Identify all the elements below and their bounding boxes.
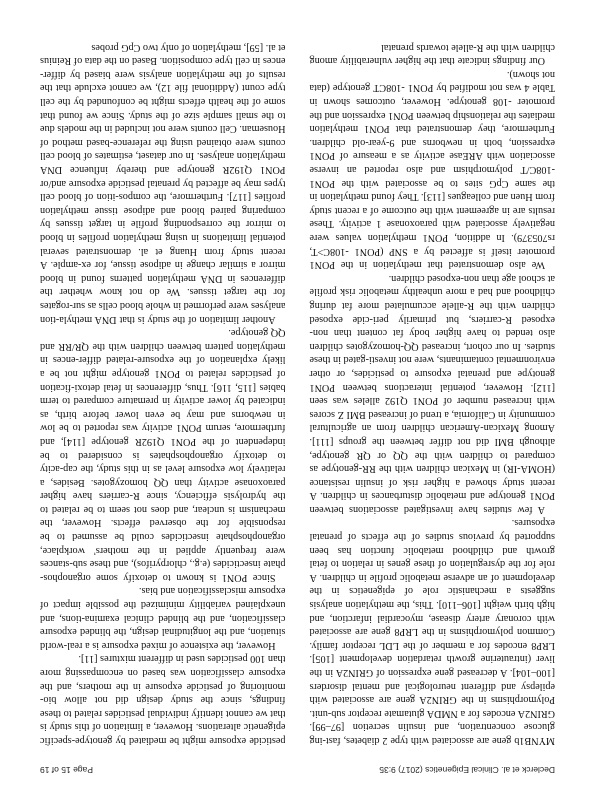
- paragraph: We also demonstrated that methylation in the PON1 promoter itself is affected by a SNP (PON1 -108C>T, rs705379). In addition, PON1 methylation values were negatively associated with paraoxonase 1 activity. These results are in agreement with the outcome of a recent study from Huen and colleagues [113]. They found methylation in the same CpG sites to be associated with the PON1 -108C/T polymorphism and also reported an inverse association with AREase activity as a measure of PON1 expression, both in newborns and 9-year-old children. Furthermore, they demonstrated that PON1 methylation mediates the relationship between PON1 expression and the promoter -108 genotype. However, outcomes shown in Table 4 was not modified by PON1 -108CT genotype (data not shown).: [309, 68, 555, 271]
- paragraph: Since PON1 is known to detoxify some organophos-phate insecticides (e.g., chlorpyrifos), and these sub-stances were frequently applied in the mothers' workplace, organophosphate insecticides could be assumed to be responsible for the observed effects. However, the mechanism is unclear, and does not seem to be related to the hydrolysis efficiency, since R-carriers have higher paraoxonase activity than QQ homozygotes. Besides, a relatively low exposure level as in this study, the cap-acity to detoxify organophosphates is considered to be independent of the PON1 Q192R genotype [114], and furthermore, serum PON1 activity was reported to be low in newborns and may be even lower before birth, as indicated by lower activity in premature compared to term babies [115, 116]. Thus, differences in fetal detoxi-fication of pesticides related to PON1 genotype might not be a likely explanation of the exposure-related differ-ences in methylation pattern between children with the QR/RR and QQ genotype.: [40, 327, 286, 583]
- paragraph: Our findings indicate that the higher vulnerability among children with the R-allele towards prenatal: [309, 41, 555, 67]
- right-column: [40, 28, 286, 747]
- page-number: Page 15 of 19: [40, 765, 93, 775]
- paragraph: MYNB1b gene are associated with type 2 diabetes, fast-ing glucose concentration, and insulin secretion [97–99]. GRIN2A encodes for a NMDA glutamate receptor sub-unit. Polymorphisms in the GRIN2A gene are associated with epilepsy and different neurological and mental disorders [100–104]. A decreased gene expression of GRIN2A in the liver (intrauterine growth retardation development [105]. LRP8 encodes for a member of the LDL receptor family. Common polymorphisms in the LRP8 gene are associated with coronary artery disease, myocardial infarction, and high birth weight [106–110]. This, the methylation analysis suggests a mechanistic role of epigenetics in the development of an adverse metabolic profile in children. A role for the dysregulation of these genes in relation to fetal growth and childhood metabolic function has been supported by previous studies of the effects of prenatal exposures.: [309, 517, 555, 746]
- paragraph: Another limitation of the study is that DNA methyla-tion analyses were performed in whole blood cells as sur-rogates for the target tissues. We do not know whether the differences in DNA methylation patterns found in blood mirror a similar change in adipose tissue, for ex-ample. A recent study from Huang et al. demonstrated several potential limitations in using methylation profiles in blood to mirror the corresponding profile in target tissues by comparing paired blood and adipose tissue methylation profiles [117]. Furthermore, the compos-ition of blood cell types may be affected by prenatal pesticide exposure and/or PON1 Q192R genotype and thereby influence DNA methylation analyses. In our dataset, estimates of blood cell counts were obtained using the reference-based method of Houseman. Cell counts were not included in the models due to the small sample size of the study. Since we found that some of the health effects might be confounded by the cell type count (Additional file 12), we cannot exclude that the results of the methylation analysis were biased by differ-ences in cell type composition. Based on the data of Reinius et al. [59], methylation of only two CpG probes: [40, 41, 286, 325]
- running-header: [40, 761, 555, 775]
- body-columns: [40, 28, 555, 747]
- left-column: [310, 28, 556, 747]
- journal-citation: Declerck et al. Clinical Epigenetics (2017) 9:35: [379, 765, 555, 775]
- paragraph: pesticide exposure might be mediated by genotype-specific epigenetic alterations. However, a limitation of this study is that we cannot identify individual pesticides related to these findings, since the study design did not allow bio-monitoring of pesticide exposure in the mothers, and the exposure classification was based on encompassing more than 100 pesticides used in different mixtures [11].: [40, 653, 286, 746]
- paragraph: However, the existence of mixed exposure is a real-world situation, and the longitudinal design, the blinded exposure classification, and the blinded clinical examina-tions, and unexplained variability minimized the possible impact of exposure misclassification and bias.: [40, 585, 286, 651]
- paragraph: A few studies have investigated associations between PON1 genotype and metabolic disturbances in children. A recent study showed a higher risk of insulin resistance (HOMA-IR) in Mexican children with the RR-genotype as compared to children with the QQ or QR genotype, although BMI did not differ between the groups [111]. Among Mexican-American children from an agricultural community in California, a trend of increased BMI Z scores with increased number of PON1 Q192 alleles was seen [112]. However, potential interactions between PON1 genotype and prenatal exposure to pesticides, or other environmental contaminants, were not investi-gated in these studies. In our cohort, increased QQ-homozygotes children also tended to have higher body fat content than non-exposed R-carriers, but primarily peri-cide exposed children with the R-allele accumulated more fat during childhood and had a more unhealthy metabolic risk profile at school age than non-exposed children.: [309, 272, 555, 515]
